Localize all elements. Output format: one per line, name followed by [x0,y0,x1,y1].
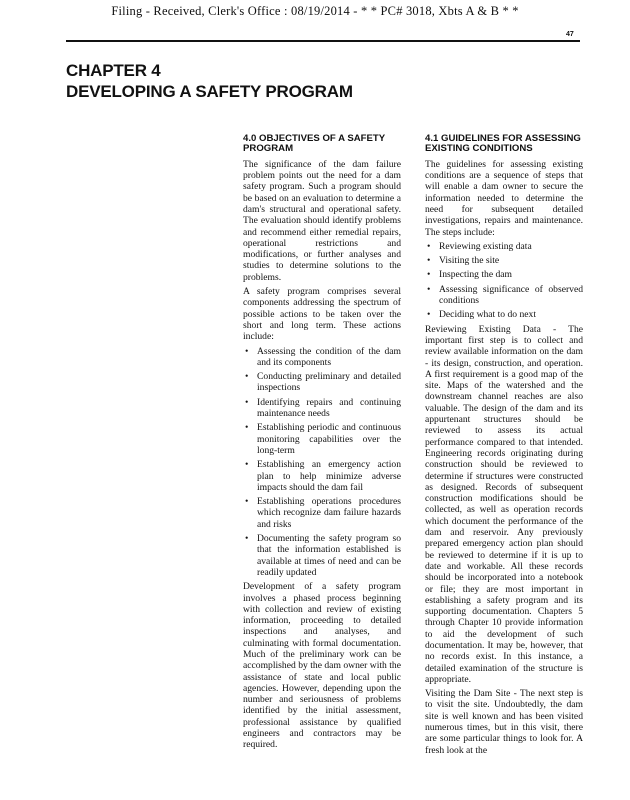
chapter-heading [66,60,353,102]
paragraph: The significance of the dam failure problem points out the need for a dam safety program. Such a program should be based on an evaluation to determine a dam's structural and operational safety. The evaluation should identify problems and recommend either remedial repairs, operational restrictions and modifications, or further analyses and studies to determine solutions to the problems. [243,158,401,283]
paragraph-text: - The next step is to visit the site. Undoubtedly, the dam site is well known and has been visited numerous times, but in this visit, there are some particular things to look for. A fresh look at the [425,688,583,756]
chapter-title: DEVELOPING A SAFETY PROGRAM [66,82,353,101]
list-item: • Assessing the condition of the dam and its components [243,346,401,369]
steps-list [425,241,583,321]
paragraph: A safety program comprises several components addressing the spectrum of possible actions to be taken over the short and long term. These actions include: [243,286,401,343]
paragraph [425,324,583,686]
list-item: • Reviewing existing data [425,241,583,252]
list-item: • Conducting preliminary and detailed inspections [243,371,401,394]
list-item: • Establishing operations procedures which recognize dam failure hazards and risks [243,496,401,530]
list-item: • Identifying repairs and continuing maintenance needs [243,397,401,420]
paragraph: The guidelines for assessing existing conditions are a sequence of steps that will enable a dam owner to secure the information needed to determine the need for subsequent detailed investigations, repairs and maintenance. The steps include: [425,158,583,238]
run-in-heading: Visiting the Dam Site [425,688,511,700]
paragraph: Development of a safety program involves a phased process beginning with collection and review of existing information, proceeding to detailed inspections and analyses, and culminating with formal documentation. Much of the preliminary work can be accomplished by the dam owner with the assistance of state and local public agencies. However, depending upon the number and seriousness of problems identified by the initial assessment, professional assistance by qualified engineers and contractors may be required. [243,581,401,751]
header-rule [66,40,580,42]
left-column [243,134,401,754]
chapter-number: CHAPTER 4 [66,61,161,80]
page-number: 47 [566,31,574,38]
filing-stamp: Filing - Received, Clerk's Office : 08/19/2014 - * * PC# 3018, Xbts A & B * * [111,4,519,18]
right-column [425,134,583,759]
section-4-0-heading: 4.0 OBJECTIVES OF A SAFETY PROGRAM [243,133,385,155]
run-in-heading: Reviewing Existing Data [425,323,541,335]
list-item: • Visiting the site [425,255,583,266]
list-item: • Inspecting the dam [425,269,583,280]
section-4-1-heading: 4.1 GUIDELINES FOR ASSESSING EXISTING CONDITIONS [425,133,581,155]
paragraph [425,688,583,756]
list-item: • Establishing periodic and continuous monitoring capabilities over the long-term [243,422,401,456]
list-item: • Documenting the safety program so that the information established is available at times of need and can be readily updated [243,533,401,578]
paragraph-text: - The important first step is to collect and review available information on the dam - its design, construction, and operation. A first requirement is a good map of the site. Maps of the watershed and the downstream channel reaches are also valuable. The design of the dam and its appurtenant structures should be reviewed to assess its actual performance compared to that intended. Engineering records originating during construction should be reviewed to determine if structures were constructed as designed. Records of subsequent construction modifications should be collected, as well as operation records which document the performance of the dam and reservoir. Any previously prepared emergency action plan should be reviewed to determine if it is up to date and workable. All these records should be incorporated into a notebook or file; they are most important in establishing a safety program and its supporting documentation. Chapters 5 through Chapter 10 provide information to aid the development of such documentation. It may be, however, that no records exist. In this instance, a detailed examination of the structure is appropriate. [425,323,583,685]
list-item: • Establishing an emergency action plan to help minimize adverse impacts should the dam fail [243,459,401,493]
list-item: • Assessing significance of observed conditions [425,284,583,307]
action-list [243,346,401,579]
list-item: • Deciding what to do next [425,309,583,320]
